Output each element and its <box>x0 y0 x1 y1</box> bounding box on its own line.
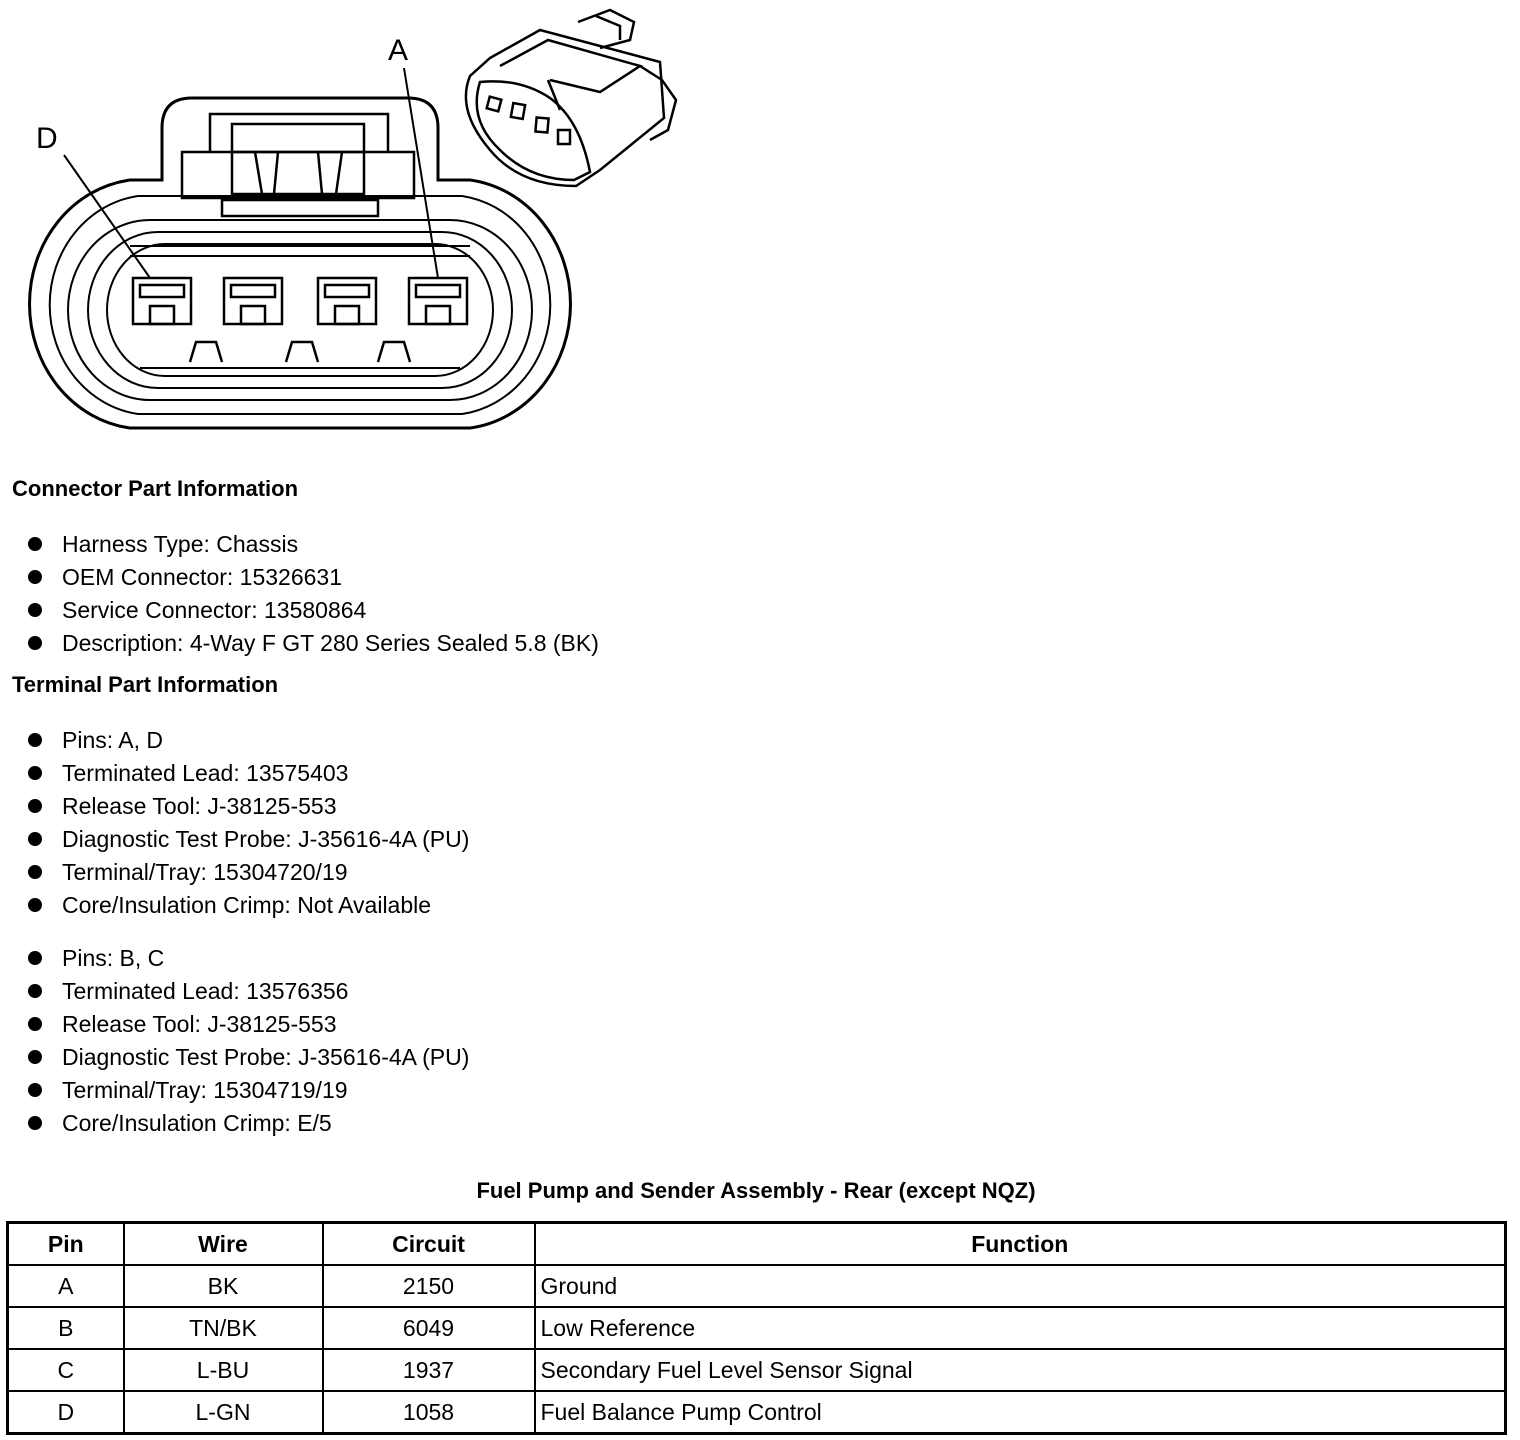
connector-part-heading: Connector Part Information <box>12 476 299 501</box>
list-item: Terminal/Tray: 15304719/19 <box>28 1074 469 1107</box>
bullet-icon <box>28 832 42 846</box>
cell-circuit: 2150 <box>323 1265 535 1307</box>
bullet-icon <box>28 603 42 617</box>
polarization-keys <box>190 342 410 362</box>
bullet-icon <box>28 766 42 780</box>
cell-wire: TN/BK <box>124 1307 323 1349</box>
table-header-row <box>8 1223 1506 1266</box>
bullet-icon <box>28 1050 42 1064</box>
bullet-icon <box>28 1017 42 1031</box>
list-item: Diagnostic Test Probe: J-35616-4A (PU) <box>28 1041 469 1074</box>
list-item: Description: 4-Way F GT 280 Series Sealed 5.8 (BK) <box>28 627 599 660</box>
connector-part-list <box>28 528 599 660</box>
bullet-icon <box>28 898 42 912</box>
table-row <box>8 1307 1506 1349</box>
list-item: Core/Insulation Crimp: E/5 <box>28 1107 469 1140</box>
pin-cavity-c <box>224 278 282 324</box>
terminal-group-2-list <box>28 942 469 1140</box>
cell-pin: D <box>8 1391 124 1434</box>
cell-wire: BK <box>124 1265 323 1307</box>
connector-housing-inner <box>50 196 551 414</box>
cell-circuit: 6049 <box>323 1307 535 1349</box>
connector-latch <box>182 114 414 216</box>
cell-pin: C <box>8 1349 124 1391</box>
list-item: Pins: A, D <box>28 724 469 757</box>
bullet-icon <box>28 865 42 879</box>
header-pin: Pin <box>8 1223 124 1266</box>
bullet-icon <box>28 570 42 584</box>
pin-table <box>6 1221 1507 1435</box>
bullet-icon <box>28 537 42 551</box>
terminal-group-1-list <box>28 724 469 922</box>
bullet-icon <box>28 733 42 747</box>
list-item: Harness Type: Chassis <box>28 528 599 561</box>
list-item: Terminated Lead: 13575403 <box>28 757 469 790</box>
leader-line-d <box>64 155 150 278</box>
table-row <box>8 1391 1506 1434</box>
bullet-icon <box>28 636 42 650</box>
list-item: Service Connector: 13580864 <box>28 594 599 627</box>
table-row <box>8 1265 1506 1307</box>
header-function: Function <box>535 1223 1506 1266</box>
cell-pin: A <box>8 1265 124 1307</box>
list-item: Release Tool: J-38125-553 <box>28 790 469 823</box>
bullet-icon <box>28 984 42 998</box>
cell-function: Low Reference <box>535 1307 1506 1349</box>
pin-label-d: D <box>36 122 58 155</box>
pin-cavity-d <box>133 278 191 324</box>
cell-function: Ground <box>535 1265 1506 1307</box>
header-wire: Wire <box>124 1223 323 1266</box>
cell-wire: L-BU <box>124 1349 323 1391</box>
list-item: Core/Insulation Crimp: Not Available <box>28 889 469 922</box>
bullet-icon <box>28 1083 42 1097</box>
connector-3d-view <box>466 10 676 186</box>
pin-cavity-b <box>318 278 376 324</box>
cell-wire: L-GN <box>124 1391 323 1434</box>
list-item: OEM Connector: 15326631 <box>28 561 599 594</box>
list-item: Pins: B, C <box>28 942 469 975</box>
cell-pin: B <box>8 1307 124 1349</box>
cell-function: Secondary Fuel Level Sensor Signal <box>535 1349 1506 1391</box>
cell-circuit: 1937 <box>323 1349 535 1391</box>
connector-diagram <box>0 0 720 450</box>
cell-circuit: 1058 <box>323 1391 535 1434</box>
pin-table-title: Fuel Pump and Sender Assembly - Rear (except NQZ) <box>476 1178 1036 1203</box>
list-item: Terminated Lead: 13576356 <box>28 975 469 1008</box>
list-item: Release Tool: J-38125-553 <box>28 1008 469 1041</box>
list-item: Diagnostic Test Probe: J-35616-4A (PU) <box>28 823 469 856</box>
pin-label-a: A <box>388 34 409 67</box>
bullet-icon <box>28 951 42 965</box>
terminal-part-heading: Terminal Part Information <box>12 672 279 697</box>
cell-function: Fuel Balance Pump Control <box>535 1391 1506 1434</box>
table-row <box>8 1349 1506 1391</box>
connector-seal-rings <box>68 220 532 400</box>
bullet-icon <box>28 1116 42 1130</box>
list-item: Terminal/Tray: 15304720/19 <box>28 856 469 889</box>
bullet-icon <box>28 799 42 813</box>
pin-cavity-a <box>409 278 467 324</box>
header-circuit: Circuit <box>323 1223 535 1266</box>
